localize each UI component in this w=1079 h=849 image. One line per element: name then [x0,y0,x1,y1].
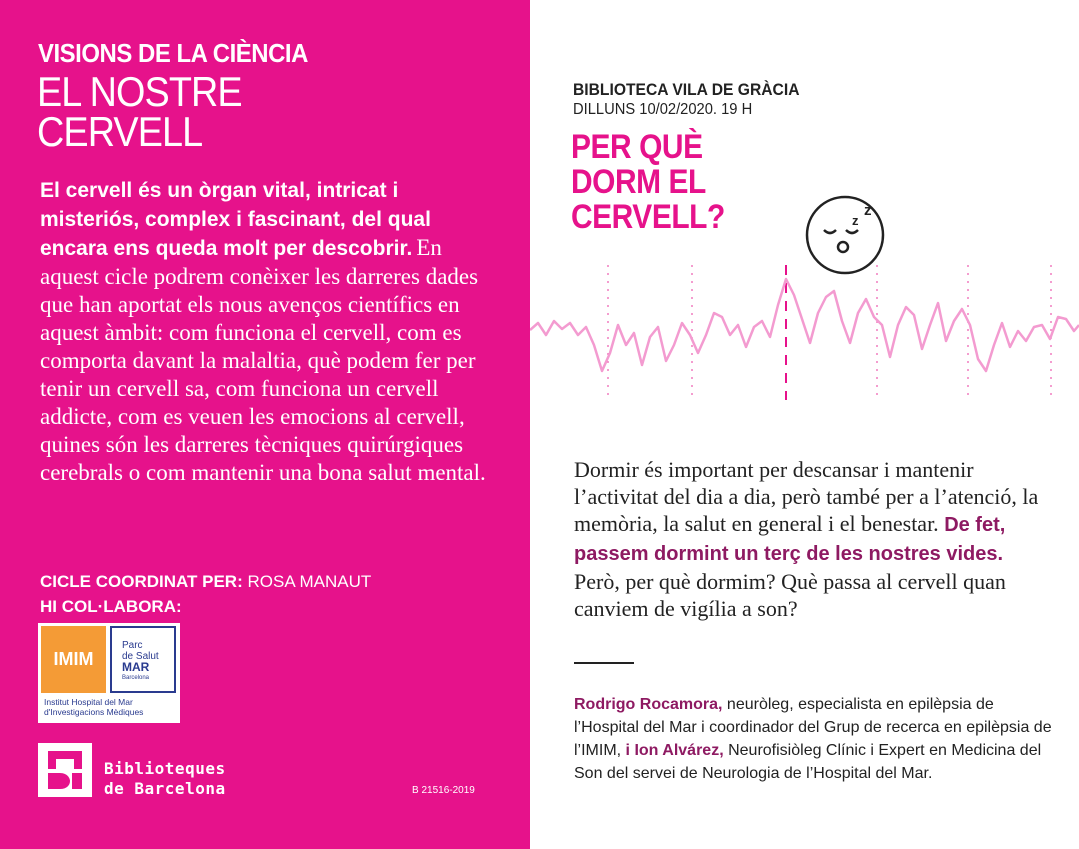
library-line: de Barcelona [104,779,226,798]
imim-caption-line: Institut Hospital del Mar [44,697,133,707]
talk-title-line: PER QUÈ [571,128,703,166]
parc-line: Barcelona [122,675,150,681]
cycle-title-line: EL NOSTRE [37,68,242,115]
desc-highlight: De fet, passem dormint un terç de les nostres vides. [574,514,1006,565]
right-panel [530,0,1079,849]
talk-title-line: DORM EL [571,163,706,201]
talk-title-line: CERVELL? [571,198,725,236]
sleep-z: z [852,213,859,228]
divider [574,662,634,664]
venue: BIBLIOTECA VILA DE GRÀCIA [573,80,800,99]
speaker-role: Neurofisiòleg Clínic i Expert en Medicina del Son del servei de Neurologia de l’Hospital del Mar. [574,742,1042,782]
coordinator-label: CICLE COORDINAT PER: [40,572,243,591]
parc-line: MAR [122,660,150,674]
coordinator-name: ROSA MANAUT [247,572,372,591]
eeg-trace [530,279,1079,371]
cycle-title-line: CERVELL [37,108,203,155]
series-title: VISIONS DE LA CIÈNCIA [38,38,308,68]
imim-logo [38,623,180,723]
parc-line: Parc [122,640,143,651]
intro-text [40,176,500,487]
parc-line: de Salut [122,651,159,662]
desc-text: Però, per què dormim? Què passa al cervell quan canviem de vigília a son? [574,569,1006,621]
event-date: DILLUNS 10/02/2020. 19 H [573,101,753,118]
desc-text: Dormir és important per descansar i mantenir l’activitat del dia a dia, però també per a l’atenció, la memòria, la salut en general i el benestar. [574,457,1039,536]
intro-bold: El cervell és un òrgan vital, intricat i misteriós, complex i fascinant, del qual encara ens queda molt per descobrir. [40,179,431,260]
left-panel [0,0,530,849]
speaker-name: i Ion Alvárez, [625,742,724,759]
biblioteques-name [104,759,226,799]
speaker-role: neuròleg, especialista en epilèpsia de l’Hospital del Mar i coordinador del Grup de recerca en epilèpsia de l’IMIM, [574,696,1052,759]
parc-salut-mar-logo [110,626,176,693]
brainwave-illustration [530,195,1079,415]
imim-caption [44,697,143,717]
sleep-z: z [864,202,872,219]
imim-abbr: IMIM [41,626,106,693]
grid-lines [608,265,1051,400]
collaborator-label: HI COL·LABORA: [40,597,182,616]
imim-caption-line: d'Investigacions Mèdiques [44,707,144,717]
speakers [574,693,1054,785]
biblioteques-logo-icon [38,743,92,797]
cycle-title [37,68,242,155]
speaker-name: Rodrigo Rocamora, [574,696,723,713]
credits [40,569,371,619]
intro-body: En aquest cicle podrem conèixer les darreres dades que han aportat els nous avenços científics en aquest àmbit: com funciona el cervell, com es comporta davant la malaltia, què podem fer per tenir un cervell sa, com funciona un cervell addicte, com es veuen les emocions al cervell, quines són les darreres tècniques quirúrgiques cerebrals o com mantenir una bona salut mental. [40,235,486,485]
library-line: Biblioteques [104,759,226,778]
sleeping-face-icon [807,197,883,273]
talk-description [574,456,1054,622]
legal-deposit: B 21516-2019 [412,785,475,796]
